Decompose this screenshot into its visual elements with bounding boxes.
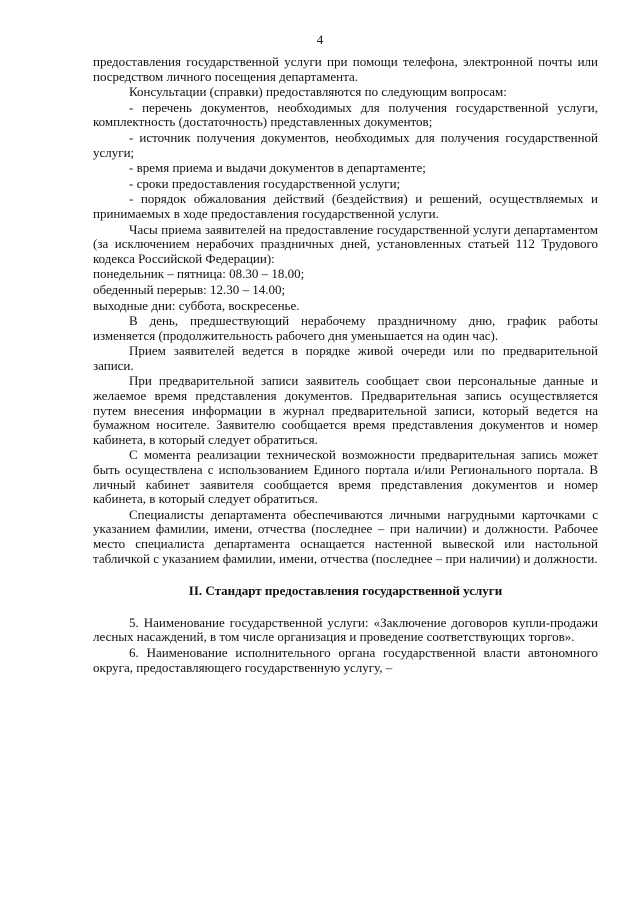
paragraph: 5. Наименование государственной услуги: «Заключение договоров купли-продажи лесных насаждений, в том числе организация и проведение соответствующих торгов». <box>93 614 598 645</box>
paragraph: 6. Наименование исполнительного органа государственной власти автономного округа, предоставляющего государственную услугу, – <box>93 644 598 675</box>
paragraph: Прием заявителей ведется в порядке живой очереди или по предварительной записи. <box>93 343 598 373</box>
document-body <box>93 55 598 676</box>
paragraph: С момента реализации технической возможности предварительная запись может быть осуществлена с использованием Единого портала и/или Регионального портала. В личный кабинет заявителя сообщается время представления документов и номер кабинета, в который следует обратиться. <box>93 447 598 507</box>
paragraph: Консультации (справки) предоставляются по следующим вопросам: <box>129 84 507 100</box>
paragraph: При предварительной записи заявитель сообщает свои персональные данные и желаемое время представления документов. Предварительная запись осуществляется путем внесения информации в журнал предварительной записи, который ведется на бумажном носителе. Заявителю сообщается время представления документов и номер кабинета, в который следует обратиться. <box>93 373 598 447</box>
paragraph: Часы приема заявителей на предоставление государственной услуги департаментом (за исключением нерабочих праздничных дней, установленных статьей 112 Трудового кодекса Российской Федерации): <box>93 221 598 266</box>
page-number: 4 <box>316 32 324 47</box>
paragraph: - перечень документов, необходимых для получения государственной услуги, комплектность (достаточность) представленных документов; <box>93 99 598 130</box>
paragraph: - время приема и выдачи документов в департаменте; <box>129 160 426 176</box>
top-paragraphs <box>93 55 598 566</box>
paragraph: обеденный перерыв: 12.30 – 14.00; <box>93 281 286 297</box>
paragraph: выходные дни: суббота, воскресенье. <box>93 297 300 313</box>
paragraph: - источник получения документов, необходимых для получения государственной услуги; <box>93 129 598 160</box>
section-title: II. Стандарт предоставления государственной услуги <box>188 583 503 599</box>
paragraph: - сроки предоставления государственной услуги; <box>129 175 401 191</box>
paragraph: предоставления государственной услуги при помощи телефона, электронной почты или посредством личного посещения департамента. <box>93 54 598 84</box>
bottom-paragraphs <box>93 616 598 675</box>
paragraph: понедельник – пятница: 08.30 – 18.00; <box>93 266 305 282</box>
paragraph: - порядок обжалования действий (бездействия) и решений, осуществляемых и принимаемых в ходе предоставления государственной услуги. <box>93 191 598 221</box>
paragraph: Специалисты департамента обеспечиваются личными нагрудными карточками с указанием фамилии, имени, отчества (последнее – при наличии) и должности. Рабочее место специалиста департамента оснащается настенной вывеской или настольной табличкой с указанием фамилии, имени, отчества (последнее – при наличии) и должности. <box>93 506 598 566</box>
paragraph: В день, предшествующий нерабочему праздничному дню, график работы изменяется (продолжительность рабочего дня уменьшается на один час). <box>93 313 598 343</box>
